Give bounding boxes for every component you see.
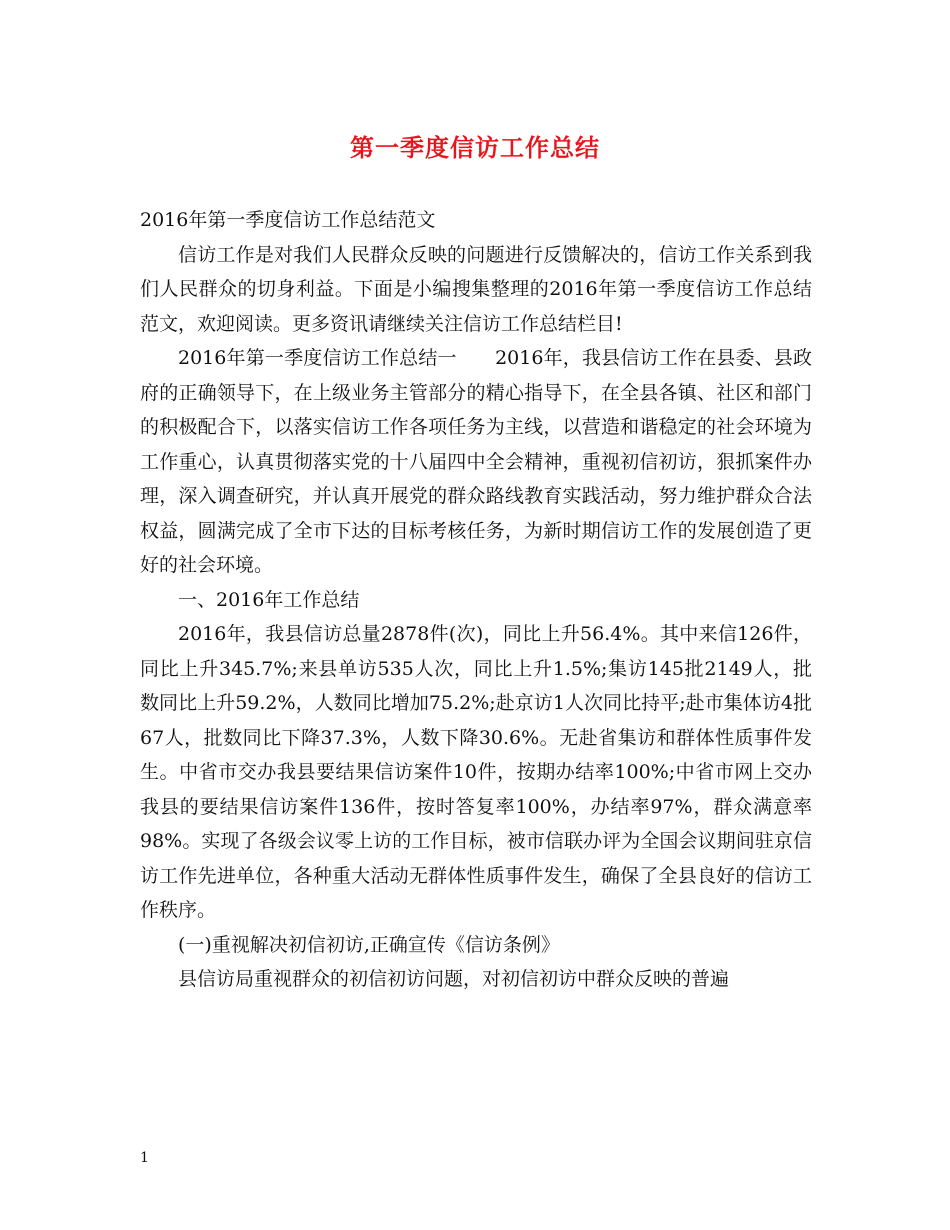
document-subtitle: 2016年第一季度信访工作总结范文 <box>140 209 436 231</box>
paragraph-initial-petitions: 县信访局重视群众的初信初访问题，对初信初访中群众反映的普遍 <box>178 968 730 990</box>
document-title: 第一季度信访工作总结 <box>350 134 600 162</box>
paragraph-statistics: 2016年，我县信访总量2878件(次)，同比上升56.4%。其中来信126件，同比上升345.7%;来县单访535人次，同比上升1.5%;集访145批2149人，批数同比上升59.2%，人数同比增加75.2%;赴京访1人次同比持平;赴市集体访4批67人，批数同比下降37.3%，人数下降30.6%。无赴省集访和群体性质事件发生。中省市交办我县要结果信访案件10件，按期办结率100%;中省市网上交办我县的要结果信访案件136件，按时答复率100%，办结率97%，群众满意率98%。实现了各级会议零上访的工作目标，被市信联办评为全国会议期间驻京信访工作先进单位，各种重大活动无群体性质事件发生，确保了全县良好的信访工作秩序。 <box>140 623 812 921</box>
paragraph-intro: 信访工作是对我们人民群众反映的问题进行反馈解决的，信访工作关系到我们人民群众的切身利益。下面是小编搜集整理的2016年第一季度信访工作总结范文，欢迎阅读。更多资讯请继续关注信访工作总结栏目! <box>140 243 812 335</box>
subsection-heading: (一)重视解决初信初访,正确宣传《信访条例》 <box>178 933 560 956</box>
paragraph-summary-one: 2016年第一季度信访工作总结一 2016年，我县信访工作在县委、县政府的正确领导下，在上级业务主管部分的精心指导下，在全县各镇、社区和部门的积极配合下，以落实信访工作各项任务为主线，以营造和谐稳定的社会环境为工作重心，认真贯彻落实党的十八届四中全会精神，重视初信初访，狠抓案件办理，深入调查研究，并认真开展党的群众路线教育实践活动，努力维护群众合法权益，圆满完成了全市下达的目标考核任务，为新时期信访工作的发展创造了更好的社会环境。 <box>140 347 812 576</box>
section-heading: 一、2016年工作总结 <box>178 588 360 611</box>
page-number: 1 <box>140 1150 149 1166</box>
document-body <box>140 203 812 997</box>
